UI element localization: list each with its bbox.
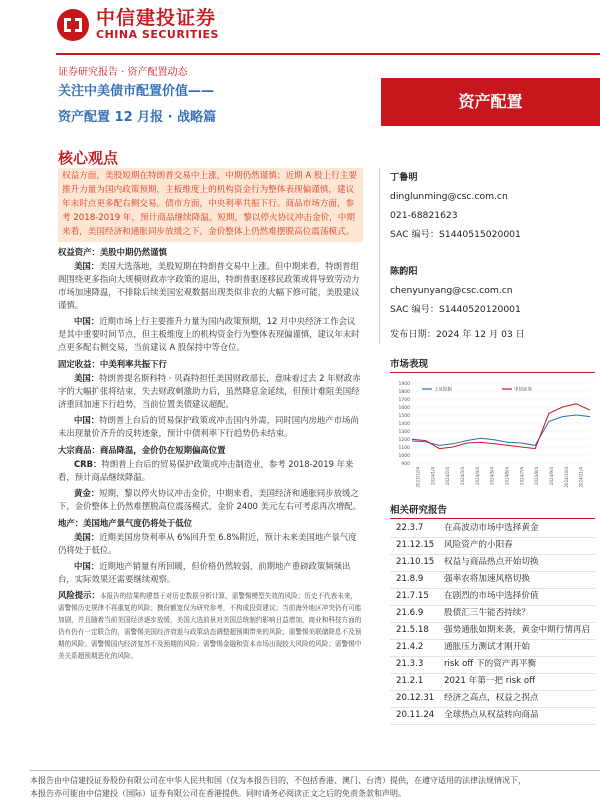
chart-y-tick-label: 1400 [398, 422, 410, 427]
logo-en-text: CHINA SECURITIES [96, 28, 219, 42]
sac-label: SAC 编号： [390, 304, 440, 315]
related-report-item[interactable] [390, 640, 595, 657]
related-report-title[interactable]: 2021 年第一把 risk off [444, 676, 535, 686]
related-report-item[interactable] [390, 674, 595, 691]
chart-x-tick-label: 2024/3/4 [459, 467, 465, 485]
chart-x-tick-label: 2024/5/4 [489, 467, 495, 485]
sac-number: S1440515020001 [439, 229, 521, 240]
paragraph-text: 近期美国房贷利率从 6%回升至 6.8%附近，预计未来美国地产景气度仍将处于低位。 [58, 532, 357, 555]
paragraph-lead: 中国： [74, 561, 100, 571]
sac-number: S1440520120001 [439, 304, 521, 315]
logo-cn-text: 中信建投证券 [96, 7, 217, 30]
related-report-date: 21.6.9 [396, 608, 424, 618]
header-divider [56, 53, 600, 55]
disclaimer-line: 本报告由中信建投证券股份有限公司在中华人民共和国（仅为本报告目的，不包括香港、澳门、台湾）提供，在遵守适用的法律法规情况下， [30, 776, 526, 785]
chart-y-tick-label: 1500 [398, 414, 410, 419]
chart-y-tick-label: 1200 [398, 438, 410, 443]
publish-date-value: 2024 年 12 月 03 日 [435, 329, 525, 340]
related-report-item[interactable] [390, 657, 595, 674]
sidebar-divider [379, 168, 380, 344]
paragraph-text: 短期，黎以停火协议冲击金价，中期来看，美国经济和通胀同步放缓之下，金价整体上仍然难摆脱高位震荡模式，金价 2400 美元左右可考虑再次增配。 [58, 488, 362, 511]
section-title: 权益资产：美股中期仍然谨慎 [58, 247, 167, 257]
related-report-title[interactable]: 股债汇三牛能否持续？ [444, 608, 530, 618]
chart-x-tick-label: 2023/12/4 [415, 467, 421, 488]
category-banner: 资产配置 [381, 78, 600, 126]
company-logo [56, 8, 219, 42]
disclaimer-footer [30, 774, 600, 800]
chart-y-tick-label: 1100 [398, 446, 410, 451]
related-research-list [390, 521, 595, 725]
paragraph [58, 260, 363, 312]
core-view-heading: 核心观点 [58, 149, 119, 167]
chart-series-line-0 [412, 415, 590, 445]
paragraph [58, 315, 363, 354]
related-report-item[interactable] [390, 589, 595, 606]
paragraph-text: 特朗普上台后的贸易保护政策或冲击制造业，参考 2018-2019 年来看，预计商品继续降温。 [58, 459, 354, 482]
related-research-heading: 相关研究报告 [390, 502, 595, 519]
paragraph-lead: 中国： [74, 316, 100, 326]
related-report-date: 21.2.1 [396, 676, 424, 686]
chart-x-tick-label: 2024/9/4 [548, 467, 554, 485]
related-report-date: 21.12.15 [396, 540, 435, 550]
chart-x-tick-label: 2024/1/4 [430, 467, 436, 485]
paragraph [58, 458, 363, 484]
risk-text: 本报告的结果构建基于对历史数据分析计算，需警惕模型失效的风险；历史不代表未来，需警惕历史规律不再重复的风险；携份额宽仅为研究参考，不构成投资建议；当前海外地区冲突仍有可能加剧，并且随着当前美国经济逐步放缓，美国大选前景对美国总统制约影响日益增加，商业和科技方面的仍有仍有一定联合的，需警惕美国经济衰退与政策动态调整超预期带来的风险；需警惕美联储降息不及预期的风险；需警惕国内经济复苏不及预期的风险；需警惕金融和资本市场出现较大风险的风险；需警惕中美关系超预期恶化的风险。 [58, 592, 362, 660]
footer-divider [30, 770, 600, 771]
related-report-title[interactable]: risk off 下的资产再平衡 [444, 659, 537, 669]
related-report-date: 21.4.2 [396, 642, 424, 652]
risk-warning [58, 589, 363, 662]
paragraph-text: 特朗普提名斯科特 · 贝森特担任美国财政部长，意味着过去 2 年财政赤字的大幅扩张将结束，失去财政刺激助力后，虽然降息金延续，但预计难阻美国经济重回加速下行趋势，当前位置美债建议超配。 [58, 373, 361, 409]
sidebar [390, 168, 595, 725]
paragraph [58, 531, 363, 557]
related-report-title[interactable]: 风险资产的小阳春 [444, 540, 513, 550]
paragraph-lead: 美国： [74, 532, 100, 542]
section-title: 大宗商品：商品降温，金价仍在短期偏高位置 [58, 445, 226, 455]
market-performance-heading: 市场表现 [390, 356, 595, 373]
chart-y-tick-label: 900 [401, 462, 410, 467]
chart-y-tick-label: 1700 [398, 398, 410, 403]
related-report-title[interactable]: 通胀压力测试才刚开始 [444, 642, 530, 652]
publish-date [390, 325, 595, 344]
market-chart-svg [390, 375, 595, 490]
analyst-name: 陈韵阳 [390, 266, 418, 277]
report-type: 证券研究报告 · 资产配置动态 [58, 67, 188, 78]
main-column [58, 168, 363, 662]
section-title: 固定收益：中美利率共振下行 [58, 359, 167, 369]
related-report-title[interactable]: 全球热点从权益转向商品 [444, 710, 539, 720]
market-performance-chart [390, 375, 595, 490]
paragraph-lead: CRB： [74, 459, 102, 469]
paragraph-lead: 美国： [74, 261, 100, 271]
chart-x-tick-label: 2024/7/4 [519, 467, 525, 485]
chart-y-tick-label: 1900 [398, 382, 410, 387]
chart-y-tick-label: 1000 [398, 454, 410, 459]
analyst-sac [390, 300, 595, 319]
chart-y-tick-label: 1600 [398, 406, 410, 411]
report-title-line2: 资产配置 12 月报 · 战略篇 [58, 110, 217, 125]
section-title: 地产：美国地产景气度仍将处于低位 [58, 518, 192, 528]
related-report-item[interactable] [390, 708, 595, 725]
chart-x-tick-label: 2024/2/4 [445, 467, 451, 485]
analyst-phone: 021-68821623 [390, 210, 458, 221]
chart-legend-label: 上证综指 [434, 387, 452, 393]
related-report-item[interactable] [390, 572, 595, 589]
chart-x-tick-label: 2024/6/4 [504, 467, 510, 485]
related-report-date: 21.10.15 [396, 557, 435, 567]
related-report-title[interactable]: 在剧烈的市场中选择价值 [444, 591, 539, 601]
disclaimer-line: 本报告亦可能由中信建投（国际）证券有限公司在香港提供。同时请务必阅读正文之后的免责条款和声明。 [30, 789, 406, 798]
related-report-date: 20.12.31 [396, 693, 435, 703]
report-title-line1: 关注中美债市配置价值—— [58, 84, 215, 99]
related-report-title[interactable]: 经济之高点，权益之拐点 [444, 693, 539, 703]
related-report-date: 22.3.7 [396, 523, 424, 533]
sac-label: SAC 编号： [390, 229, 440, 240]
paragraph-lead: 中国： [74, 415, 100, 425]
related-report-item[interactable] [390, 555, 595, 572]
paragraph-lead: 黄金： [74, 488, 100, 498]
publish-date-label: 发布日期： [390, 329, 436, 340]
related-report-title[interactable]: 在高波动市场中选择黄金 [444, 523, 539, 533]
paragraph-lead: 美国： [74, 373, 100, 383]
paragraph [58, 414, 363, 440]
company-logo-icon [56, 8, 90, 42]
paragraph-text: 近期地产销量有所回暖，但价格仍然较弱，前期地产重磅政策频频出台，实际效果还需要继续观察。 [58, 561, 351, 584]
analyst-email[interactable]: dinglunming@csc.com.cn [390, 191, 508, 202]
analyst-sac [390, 225, 595, 244]
related-report-item[interactable] [390, 538, 595, 555]
related-report-date: 20.11.24 [396, 710, 435, 720]
related-report-title[interactable]: 权益与商品热点开始切换 [444, 557, 539, 567]
related-report-title[interactable]: 强率农将加速风格切换 [444, 574, 530, 584]
related-report-date: 21.8.9 [396, 574, 424, 584]
related-report-date: 21.5.18 [396, 625, 429, 635]
related-report-item[interactable] [390, 691, 595, 708]
analyst-name: 丁鲁明 [390, 172, 418, 183]
related-report-date: 21.7.15 [396, 591, 429, 601]
chart-legend-label: 中信证券 [514, 387, 532, 393]
related-report-item[interactable] [390, 521, 595, 538]
chart-x-tick-label: 2024/8/4 [534, 467, 540, 485]
risk-label: 风险提示： [58, 590, 100, 600]
chart-x-tick-label: 2024/11/4 [578, 467, 584, 488]
chart-x-tick-label: 2024/4/4 [474, 467, 480, 485]
related-report-item[interactable] [390, 606, 595, 623]
chart-x-tick-label: 2024/10/4 [563, 467, 569, 488]
analyst-email[interactable]: chenyunyang@csc.com.cn [390, 285, 513, 296]
related-report-date: 21.3.3 [396, 659, 424, 669]
core-view-summary: 权益方面，美股短期在特朗普交易中上涨，中期仍然谨慎；近期 A 股上行主要推升力量为国内政策预期，主板维度上的机构资金行为整体表现偏谨慎，建议年末时点更多配右侧交易。债市方面，中央利率共振下行。商品市场方面，参考 2018-2019 年，预计商品继续降温。短期，黎以停火协议冲击金价，中期来看，美国经济和通胀同步放缓之下，金价整体上仍然难摆脱高位震荡模式。 [58, 168, 363, 242]
chart-y-tick-label: 1300 [398, 430, 410, 435]
chart-y-tick-label: 1800 [398, 390, 410, 395]
chart-series-line-1 [412, 404, 590, 449]
paragraph [58, 372, 363, 411]
analyst-info [390, 168, 595, 344]
paragraph [58, 560, 363, 586]
paragraph-text: 特朗普上台后的贸易保护政策或冲击国内外需，同时国内房地产市场尚未出现量价齐升的反转迹象，预计中债利率下行趋势仍未结束。 [58, 415, 359, 438]
paragraph-text: 近期市场上行主要推升力量为国内政策预期，12 月中央经济工作会议是其中重要时间节点，但主板维度上的机构资金行为整体表现偏谨慎，建议年末时点更多配右侧交易，当前建议 A 股保持中等仓位。 [58, 316, 360, 352]
paragraph [58, 487, 363, 513]
related-report-item[interactable] [390, 623, 595, 640]
related-report-title[interactable]: 强势通胀如期来袭，黄金中期行情再启 [444, 625, 591, 635]
paragraph-text: 美国大选落地，美股短期在特朗普交易中上涨。但中期来看，特朗普组阁围绕更多指向大规模财政赤字政策的退出，特朗普驱逐移民政策或将导致劳动力市场加速降温，不排除后续美国宏观数据出现类似非农的大幅下修可能，美股建议谨慎。 [58, 261, 360, 310]
